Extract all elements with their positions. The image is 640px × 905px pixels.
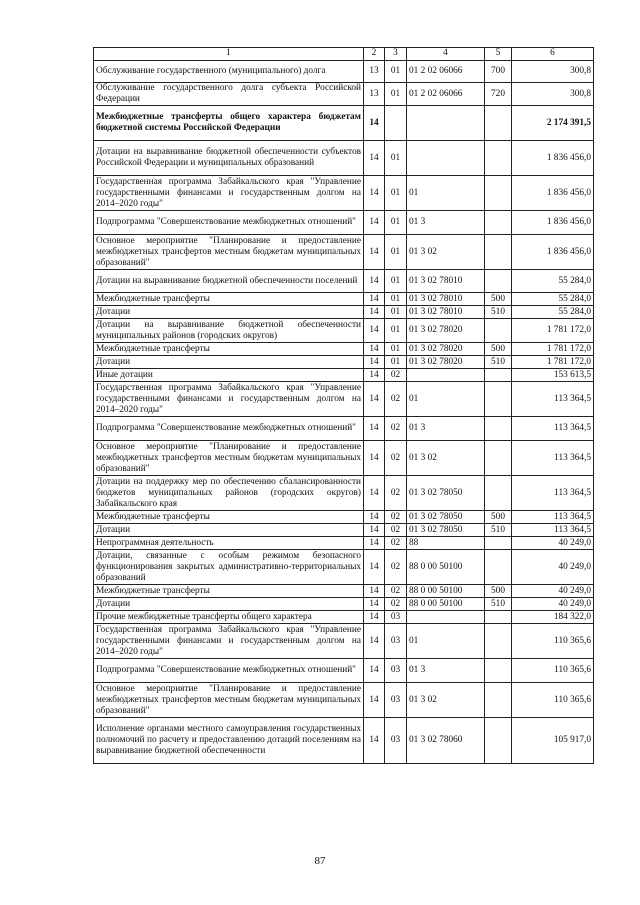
- cell-expense-type: [485, 683, 512, 718]
- cell-section: 14: [364, 211, 385, 235]
- cell-section: 14: [364, 293, 385, 306]
- cell-subsection: 01: [385, 319, 407, 343]
- cell-subsection: 01: [385, 141, 407, 176]
- cell-target-article: 01 3 02 78060: [407, 718, 485, 764]
- cell-expense-type: [485, 211, 512, 235]
- cell-subsection: 01: [385, 270, 407, 293]
- cell-expense-type: [485, 369, 512, 382]
- cell-name: Государственная программа Забайкальского края "Управление государственными финансами и государственным долгом на 2014–2020 годы": [94, 624, 364, 659]
- cell-subsection: [385, 106, 407, 141]
- cell-target-article: [407, 141, 485, 176]
- table-row: [94, 319, 594, 343]
- cell-name: Дотации на выравнивание бюджетной обеспеченности поселений: [94, 270, 364, 293]
- cell-target-article: 01: [407, 382, 485, 417]
- cell-amount: 1 836 456,0: [512, 235, 594, 270]
- cell-section: 14: [364, 598, 385, 611]
- header-cell: 2: [364, 48, 385, 61]
- cell-section: 14: [364, 611, 385, 624]
- table-row: [94, 293, 594, 306]
- cell-amount: 40 249,0: [512, 585, 594, 598]
- cell-section: 14: [364, 306, 385, 319]
- cell-name: Дотации: [94, 356, 364, 369]
- table-row: [94, 270, 594, 293]
- cell-section: 14: [364, 356, 385, 369]
- cell-section: 14: [364, 511, 385, 524]
- cell-amount: 300,8: [512, 61, 594, 83]
- cell-target-article: 88: [407, 537, 485, 550]
- cell-section: 14: [364, 270, 385, 293]
- cell-subsection: 01: [385, 356, 407, 369]
- cell-amount: 184 322,0: [512, 611, 594, 624]
- table-row: [94, 441, 594, 476]
- cell-amount: 110 365,6: [512, 683, 594, 718]
- cell-target-article: 01 3 02 78010: [407, 270, 485, 293]
- cell-subsection: 02: [385, 369, 407, 382]
- cell-target-article: 88 0 00 50100: [407, 550, 485, 585]
- cell-target-article: [407, 611, 485, 624]
- table-row: [94, 211, 594, 235]
- cell-target-article: 01 2 02 06066: [407, 61, 485, 83]
- cell-subsection: 02: [385, 441, 407, 476]
- cell-name: Основное мероприятие "Планирование и предоставление межбюджетных трансфертов местным бюджетам муниципальных образований": [94, 235, 364, 270]
- cell-section: 14: [364, 524, 385, 537]
- cell-section: 14: [364, 176, 385, 211]
- cell-expense-type: [485, 141, 512, 176]
- table-row: [94, 417, 594, 441]
- cell-subsection: 03: [385, 718, 407, 764]
- cell-name: Прочие межбюджетные трансферты общего характера: [94, 611, 364, 624]
- cell-subsection: 03: [385, 624, 407, 659]
- cell-target-article: 01: [407, 176, 485, 211]
- cell-name: Государственная программа Забайкальского края "Управление государственными финансами и государственным долгом на 2014–2020 годы": [94, 382, 364, 417]
- cell-expense-type: 500: [485, 585, 512, 598]
- cell-subsection: 02: [385, 537, 407, 550]
- cell-amount: 40 249,0: [512, 598, 594, 611]
- cell-subsection: 01: [385, 293, 407, 306]
- cell-subsection: 02: [385, 417, 407, 441]
- table-row: [94, 306, 594, 319]
- cell-expense-type: [485, 476, 512, 511]
- budget-table: [93, 47, 594, 764]
- cell-section: 14: [364, 550, 385, 585]
- header-cell: 4: [407, 48, 485, 61]
- table-row: [94, 683, 594, 718]
- cell-section: 14: [364, 476, 385, 511]
- table-row: [94, 141, 594, 176]
- cell-target-article: 01 3: [407, 417, 485, 441]
- cell-subsection: 01: [385, 176, 407, 211]
- cell-name: Межбюджетные трансферты: [94, 293, 364, 306]
- cell-amount: 113 364,5: [512, 476, 594, 511]
- cell-subsection: 03: [385, 659, 407, 683]
- cell-expense-type: 500: [485, 511, 512, 524]
- cell-subsection: 01: [385, 211, 407, 235]
- cell-amount: 1 836 456,0: [512, 141, 594, 176]
- cell-target-article: 01: [407, 624, 485, 659]
- cell-name: Подпрограмма "Совершенствование межбюджетных отношений": [94, 417, 364, 441]
- cell-amount: 1 836 456,0: [512, 211, 594, 235]
- cell-section: 14: [364, 235, 385, 270]
- table-row: [94, 611, 594, 624]
- cell-expense-type: [485, 624, 512, 659]
- cell-subsection: 02: [385, 511, 407, 524]
- cell-subsection: 02: [385, 382, 407, 417]
- cell-amount: 110 365,6: [512, 659, 594, 683]
- cell-name: Дотации: [94, 306, 364, 319]
- cell-amount: 113 364,5: [512, 382, 594, 417]
- table-body: [94, 61, 594, 764]
- cell-amount: 55 284,0: [512, 306, 594, 319]
- cell-name: Дотации на выравнивание бюджетной обеспеченности субъектов Российской Федерации и муниципальных образований: [94, 141, 364, 176]
- cell-subsection: 02: [385, 476, 407, 511]
- cell-name: Межбюджетные трансферты: [94, 511, 364, 524]
- cell-amount: 153 613,5: [512, 369, 594, 382]
- cell-expense-type: 510: [485, 356, 512, 369]
- cell-name: Основное мероприятие "Планирование и предоставление межбюджетных трансфертов местным бюджетам муниципальных образований": [94, 683, 364, 718]
- cell-amount: 113 364,5: [512, 417, 594, 441]
- cell-name: Дотации на выравнивание бюджетной обеспеченности муниципальных районов (городских округов): [94, 319, 364, 343]
- cell-expense-type: 700: [485, 61, 512, 83]
- cell-subsection: 02: [385, 585, 407, 598]
- cell-section: 14: [364, 441, 385, 476]
- cell-expense-type: [485, 319, 512, 343]
- header-row: [94, 48, 594, 61]
- cell-subsection: 01: [385, 343, 407, 356]
- table-row: [94, 106, 594, 141]
- cell-target-article: 01 3 02 78010: [407, 306, 485, 319]
- cell-name: Дотации: [94, 598, 364, 611]
- cell-target-article: [407, 106, 485, 141]
- cell-subsection: 02: [385, 550, 407, 585]
- cell-expense-type: [485, 270, 512, 293]
- cell-expense-type: 510: [485, 598, 512, 611]
- cell-target-article: 01 3 02 78050: [407, 511, 485, 524]
- cell-subsection: 01: [385, 235, 407, 270]
- cell-expense-type: [485, 441, 512, 476]
- cell-name: Подпрограмма "Совершенствование межбюджетных отношений": [94, 659, 364, 683]
- cell-name: Основное мероприятие "Планирование и предоставление межбюджетных трансфертов местным бюджетам муниципальных образований": [94, 441, 364, 476]
- cell-target-article: 01 3 02 78020: [407, 356, 485, 369]
- cell-target-article: 88 0 00 50100: [407, 585, 485, 598]
- cell-target-article: 01 3 02: [407, 683, 485, 718]
- table-row: [94, 356, 594, 369]
- header-cell: 6: [512, 48, 594, 61]
- cell-amount: 55 284,0: [512, 293, 594, 306]
- cell-amount: 40 249,0: [512, 537, 594, 550]
- cell-subsection: 01: [385, 61, 407, 83]
- cell-section: 14: [364, 319, 385, 343]
- cell-section: 14: [364, 343, 385, 356]
- cell-expense-type: [485, 718, 512, 764]
- cell-name: Обслуживание государственного (муниципального) долга: [94, 61, 364, 83]
- cell-subsection: 01: [385, 83, 407, 106]
- cell-name: Дотации, связанные с особым режимом безопасного функционирования закрытых административно-территориальных образований: [94, 550, 364, 585]
- cell-target-article: 01 3 02 78050: [407, 524, 485, 537]
- cell-section: 14: [364, 624, 385, 659]
- header-cell: 3: [385, 48, 407, 61]
- cell-amount: 1 836 456,0: [512, 176, 594, 211]
- cell-target-article: 88 0 00 50100: [407, 598, 485, 611]
- table-row: [94, 550, 594, 585]
- cell-subsection: 01: [385, 306, 407, 319]
- cell-target-article: 01 3 02: [407, 235, 485, 270]
- cell-target-article: 01 3: [407, 659, 485, 683]
- table-row: [94, 537, 594, 550]
- cell-amount: 110 365,6: [512, 624, 594, 659]
- cell-section: 14: [364, 141, 385, 176]
- cell-expense-type: 510: [485, 524, 512, 537]
- cell-name: Межбюджетные трансферты общего характера бюджетам бюджетной системы Российской Федерации: [94, 106, 364, 141]
- header-cell: 1: [94, 48, 364, 61]
- cell-target-article: 01 3 02 78010: [407, 293, 485, 306]
- cell-section: 14: [364, 659, 385, 683]
- cell-expense-type: [485, 659, 512, 683]
- cell-section: 14: [364, 369, 385, 382]
- cell-section: 14: [364, 683, 385, 718]
- cell-section: 14: [364, 382, 385, 417]
- cell-expense-type: [485, 235, 512, 270]
- cell-target-article: [407, 369, 485, 382]
- table-row: [94, 382, 594, 417]
- cell-section: 13: [364, 83, 385, 106]
- cell-expense-type: 510: [485, 306, 512, 319]
- cell-name: Непрограммная деятельность: [94, 537, 364, 550]
- cell-amount: 1 781 172,0: [512, 356, 594, 369]
- cell-target-article: 01 2 02 06066: [407, 83, 485, 106]
- table-row: [94, 718, 594, 764]
- cell-section: 14: [364, 585, 385, 598]
- cell-section: 14: [364, 718, 385, 764]
- cell-subsection: 02: [385, 524, 407, 537]
- cell-amount: 113 364,5: [512, 441, 594, 476]
- cell-section: 13: [364, 61, 385, 83]
- table-row: [94, 476, 594, 511]
- cell-section: 14: [364, 106, 385, 141]
- table-row: [94, 176, 594, 211]
- cell-target-article: 01 3 02: [407, 441, 485, 476]
- cell-amount: 2 174 391,5: [512, 106, 594, 141]
- cell-expense-type: [485, 611, 512, 624]
- table-row: [94, 659, 594, 683]
- table-row: [94, 598, 594, 611]
- table-row: [94, 511, 594, 524]
- cell-name: Исполнение органами местного самоуправления государственных полномочий по расчету и предоставлению дотаций поселениям на выравнивание бюджетной обеспеченности: [94, 718, 364, 764]
- cell-expense-type: 500: [485, 343, 512, 356]
- cell-expense-type: [485, 537, 512, 550]
- cell-target-article: 01 3 02 78020: [407, 343, 485, 356]
- table-row: [94, 343, 594, 356]
- cell-name: Дотации на поддержку мер по обеспечению сбалансированности бюджетов муниципальных районов (городских округов) Забайкальского края: [94, 476, 364, 511]
- cell-name: Государственная программа Забайкальского края "Управление государственными финансами и государственным долгом на 2014–2020 годы": [94, 176, 364, 211]
- table-row: [94, 624, 594, 659]
- cell-name: Иные дотации: [94, 369, 364, 382]
- table-row: [94, 235, 594, 270]
- cell-name: Межбюджетные трансферты: [94, 343, 364, 356]
- cell-amount: 1 781 172,0: [512, 319, 594, 343]
- table-row: [94, 524, 594, 537]
- table-row: [94, 369, 594, 382]
- cell-amount: 1 781 172,0: [512, 343, 594, 356]
- cell-target-article: 01 3: [407, 211, 485, 235]
- cell-amount: 105 917,0: [512, 718, 594, 764]
- cell-expense-type: [485, 550, 512, 585]
- cell-amount: 300,8: [512, 83, 594, 106]
- cell-expense-type: 720: [485, 83, 512, 106]
- cell-name: Межбюджетные трансферты: [94, 585, 364, 598]
- cell-section: 14: [364, 417, 385, 441]
- cell-name: Дотации: [94, 524, 364, 537]
- table-row: [94, 83, 594, 106]
- header-cell: 5: [485, 48, 512, 61]
- cell-target-article: 01 3 02 78050: [407, 476, 485, 511]
- cell-amount: 55 284,0: [512, 270, 594, 293]
- cell-expense-type: [485, 417, 512, 441]
- table-row: [94, 585, 594, 598]
- cell-subsection: 02: [385, 598, 407, 611]
- cell-amount: 113 364,5: [512, 524, 594, 537]
- cell-subsection: 03: [385, 683, 407, 718]
- cell-amount: 113 364,5: [512, 511, 594, 524]
- page-number: 87: [314, 855, 326, 867]
- cell-expense-type: [485, 382, 512, 417]
- table-row: [94, 61, 594, 83]
- cell-target-article: 01 3 02 78020: [407, 319, 485, 343]
- cell-subsection: 03: [385, 611, 407, 624]
- cell-expense-type: 500: [485, 293, 512, 306]
- cell-section: 14: [364, 537, 385, 550]
- cell-expense-type: [485, 106, 512, 141]
- cell-expense-type: [485, 176, 512, 211]
- cell-name: Обслуживание государственного долга субъекта Российской Федерации: [94, 83, 364, 106]
- cell-name: Подпрограмма "Совершенствование межбюджетных отношений": [94, 211, 364, 235]
- cell-amount: 40 249,0: [512, 550, 594, 585]
